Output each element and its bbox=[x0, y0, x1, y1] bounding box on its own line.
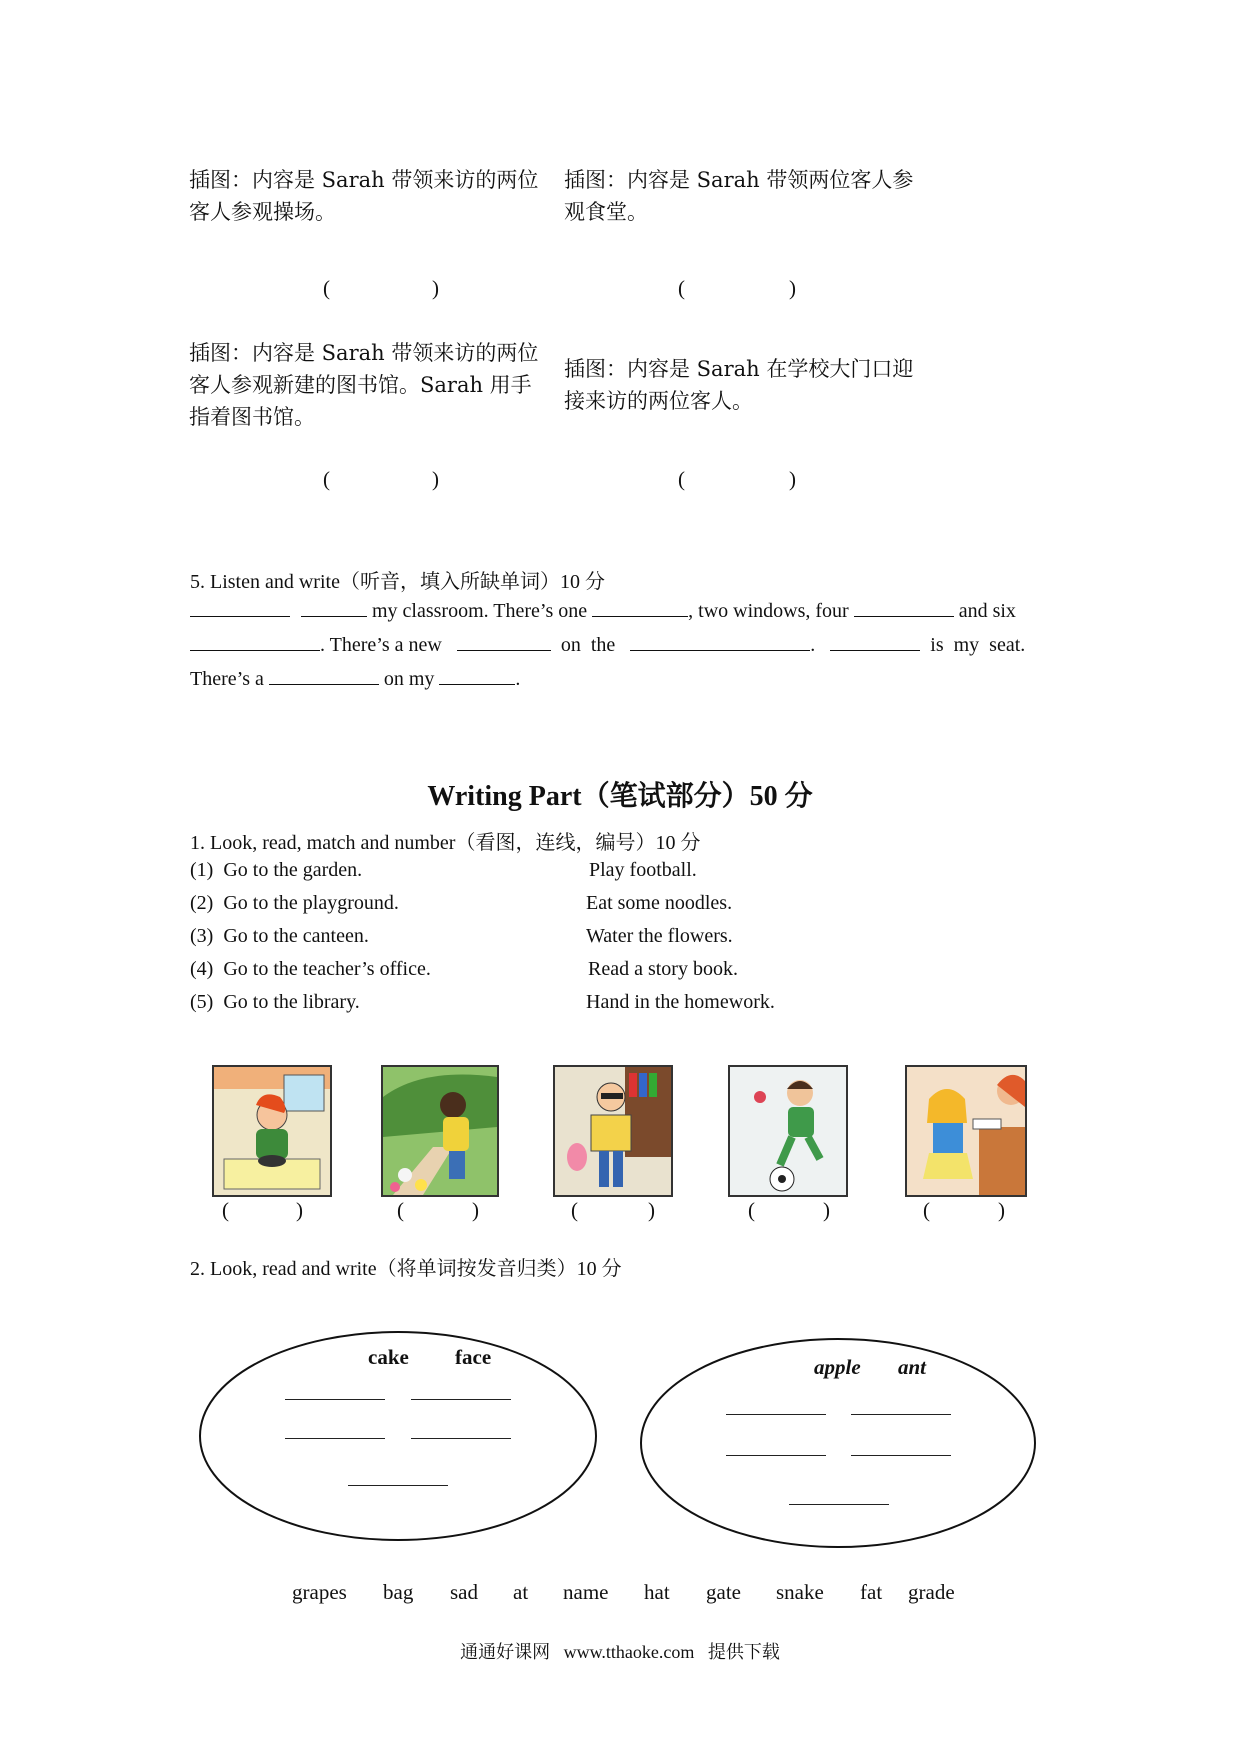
answer-paren-3-close: ) bbox=[432, 467, 439, 491]
right-item-3: Water the flowers. bbox=[586, 925, 733, 947]
oval-1-blank[interactable] bbox=[411, 1438, 511, 1439]
caption-2-line-1: 插图：内容是 Sarah 带领两位客人参 bbox=[564, 168, 914, 192]
picture-answer-1-close: ) bbox=[296, 1198, 303, 1222]
listen-write-heading: 5. Listen and write（听音，填入所缺单词）10 分 bbox=[190, 571, 605, 593]
word-bank-item: gate bbox=[706, 1580, 741, 1604]
oval-1-word-1: cake bbox=[368, 1345, 409, 1369]
text-segment: on bbox=[560, 634, 581, 656]
oval-2-blank[interactable] bbox=[789, 1504, 889, 1505]
item-text: Go to the playground. bbox=[223, 892, 399, 914]
text-segment: seat. bbox=[989, 634, 1026, 656]
item-number: (5) bbox=[190, 991, 214, 1013]
picture-answer-2-open: ( bbox=[397, 1198, 404, 1222]
picture-answer-3-open: ( bbox=[571, 1198, 578, 1222]
answer-paren-2-close: ) bbox=[789, 276, 796, 300]
oval-2-word-1: apple bbox=[814, 1355, 861, 1379]
caption-1-line-1: 插图：内容是 Sarah 带领来访的两位 bbox=[189, 168, 539, 192]
caption-4-line-1: 插图：内容是 Sarah 在学校大门口迎 bbox=[564, 357, 914, 381]
footer-download-text: 提供下载 bbox=[707, 1642, 780, 1662]
answer-paren-4-close: ) bbox=[789, 467, 796, 491]
footer-site-name: 通通好课网 bbox=[460, 1642, 551, 1662]
footer-url[interactable]: www.tthaoke.com bbox=[563, 1642, 695, 1662]
word-bank-item: grade bbox=[908, 1580, 955, 1604]
answer-paren-1-close: ) bbox=[432, 276, 439, 300]
word-bank-item: name bbox=[563, 1580, 609, 1604]
answer-paren-3-open: ( bbox=[323, 467, 330, 491]
picture-answer-5-close: ) bbox=[998, 1198, 1005, 1222]
right-item-4: Read a story book. bbox=[588, 958, 738, 980]
answer-paren-1-open: ( bbox=[323, 276, 330, 300]
word-bank-item: at bbox=[513, 1580, 529, 1604]
footer bbox=[0, 1638, 1240, 1664]
item-text: Go to the teacher’s office. bbox=[223, 958, 431, 980]
caption-3-line-2: 客人参观新建的图书馆。Sarah 用手 bbox=[189, 373, 532, 397]
item-number: (4) bbox=[190, 958, 214, 980]
oval-1-blank[interactable] bbox=[411, 1399, 511, 1400]
oval-2-word-2: ant bbox=[898, 1355, 927, 1379]
picture-answer-1-open: ( bbox=[222, 1198, 229, 1222]
text-segment: my classroom. There’s one bbox=[372, 600, 588, 622]
caption-3-line-1: 插图：内容是 Sarah 带领来访的两位 bbox=[189, 341, 539, 365]
text-segment: on my bbox=[383, 668, 435, 690]
picture-answer-4-close: ) bbox=[823, 1198, 830, 1222]
oval-2-blank[interactable] bbox=[726, 1414, 826, 1415]
word-bank-item: hat bbox=[644, 1580, 670, 1604]
word-bank-item: grapes bbox=[292, 1580, 347, 1604]
oval-1-blank[interactable] bbox=[285, 1438, 385, 1439]
text-segment: . bbox=[515, 668, 521, 690]
text-segment: There’s a bbox=[190, 668, 264, 690]
q1-heading: 1. Look, read, match and number（看图，连线，编号）10 分 bbox=[190, 832, 701, 854]
word-bank-item: bag bbox=[383, 1580, 414, 1604]
answer-paren-2-open: ( bbox=[678, 276, 685, 300]
picture-answer-2-close: ) bbox=[472, 1198, 479, 1222]
text-segment: . There’s bbox=[320, 634, 390, 656]
text-segment: a bbox=[394, 634, 404, 656]
oval-2-blank[interactable] bbox=[851, 1455, 951, 1456]
text-segment: new bbox=[408, 634, 442, 656]
oval-2-blank[interactable] bbox=[726, 1455, 826, 1456]
caption-3-line-3: 指着图书馆。 bbox=[189, 405, 315, 429]
text-segment: my bbox=[953, 634, 980, 656]
oval-1-word-2: face bbox=[455, 1345, 492, 1369]
caption-1-line-2: 客人参观操场。 bbox=[189, 200, 336, 224]
word-bank-item: fat bbox=[860, 1580, 883, 1604]
item-number: (3) bbox=[190, 925, 214, 947]
oval-1-blank[interactable] bbox=[348, 1485, 448, 1486]
text-segment: is bbox=[930, 634, 944, 656]
answer-paren-4-open: ( bbox=[678, 467, 685, 491]
right-item-5: Hand in the homework. bbox=[586, 991, 775, 1013]
text-segment: , two windows, four bbox=[688, 600, 849, 622]
caption-4-line-2: 接来访的两位客人。 bbox=[564, 389, 753, 413]
text-segment: and six bbox=[958, 600, 1016, 622]
writing-part-title: Writing Part（笔试部分）50 分 bbox=[427, 781, 813, 812]
oval-1-blank[interactable] bbox=[285, 1399, 385, 1400]
q2-heading: 2. Look, read and write（将单词按发音归类）10 分 bbox=[190, 1258, 622, 1280]
item-number: (2) bbox=[190, 892, 214, 914]
right-item-1: Play football. bbox=[589, 859, 697, 881]
word-bank-item: sad bbox=[450, 1580, 478, 1604]
picture-answer-4-open: ( bbox=[748, 1198, 755, 1222]
oval-2-blank[interactable] bbox=[851, 1414, 951, 1415]
caption-2-line-2: 观食堂。 bbox=[564, 200, 648, 224]
right-item-2: Eat some noodles. bbox=[586, 892, 733, 914]
item-text: Go to the library. bbox=[223, 991, 360, 1013]
item-text: Go to the garden. bbox=[223, 859, 363, 881]
picture-answer-5-open: ( bbox=[923, 1198, 930, 1222]
text-segment: . bbox=[810, 634, 816, 656]
picture-answer-3-close: ) bbox=[648, 1198, 655, 1222]
text-segment: the bbox=[590, 634, 616, 656]
word-bank-item: snake bbox=[776, 1580, 824, 1604]
item-text: Go to the canteen. bbox=[223, 925, 369, 947]
item-number: (1) bbox=[190, 859, 214, 881]
